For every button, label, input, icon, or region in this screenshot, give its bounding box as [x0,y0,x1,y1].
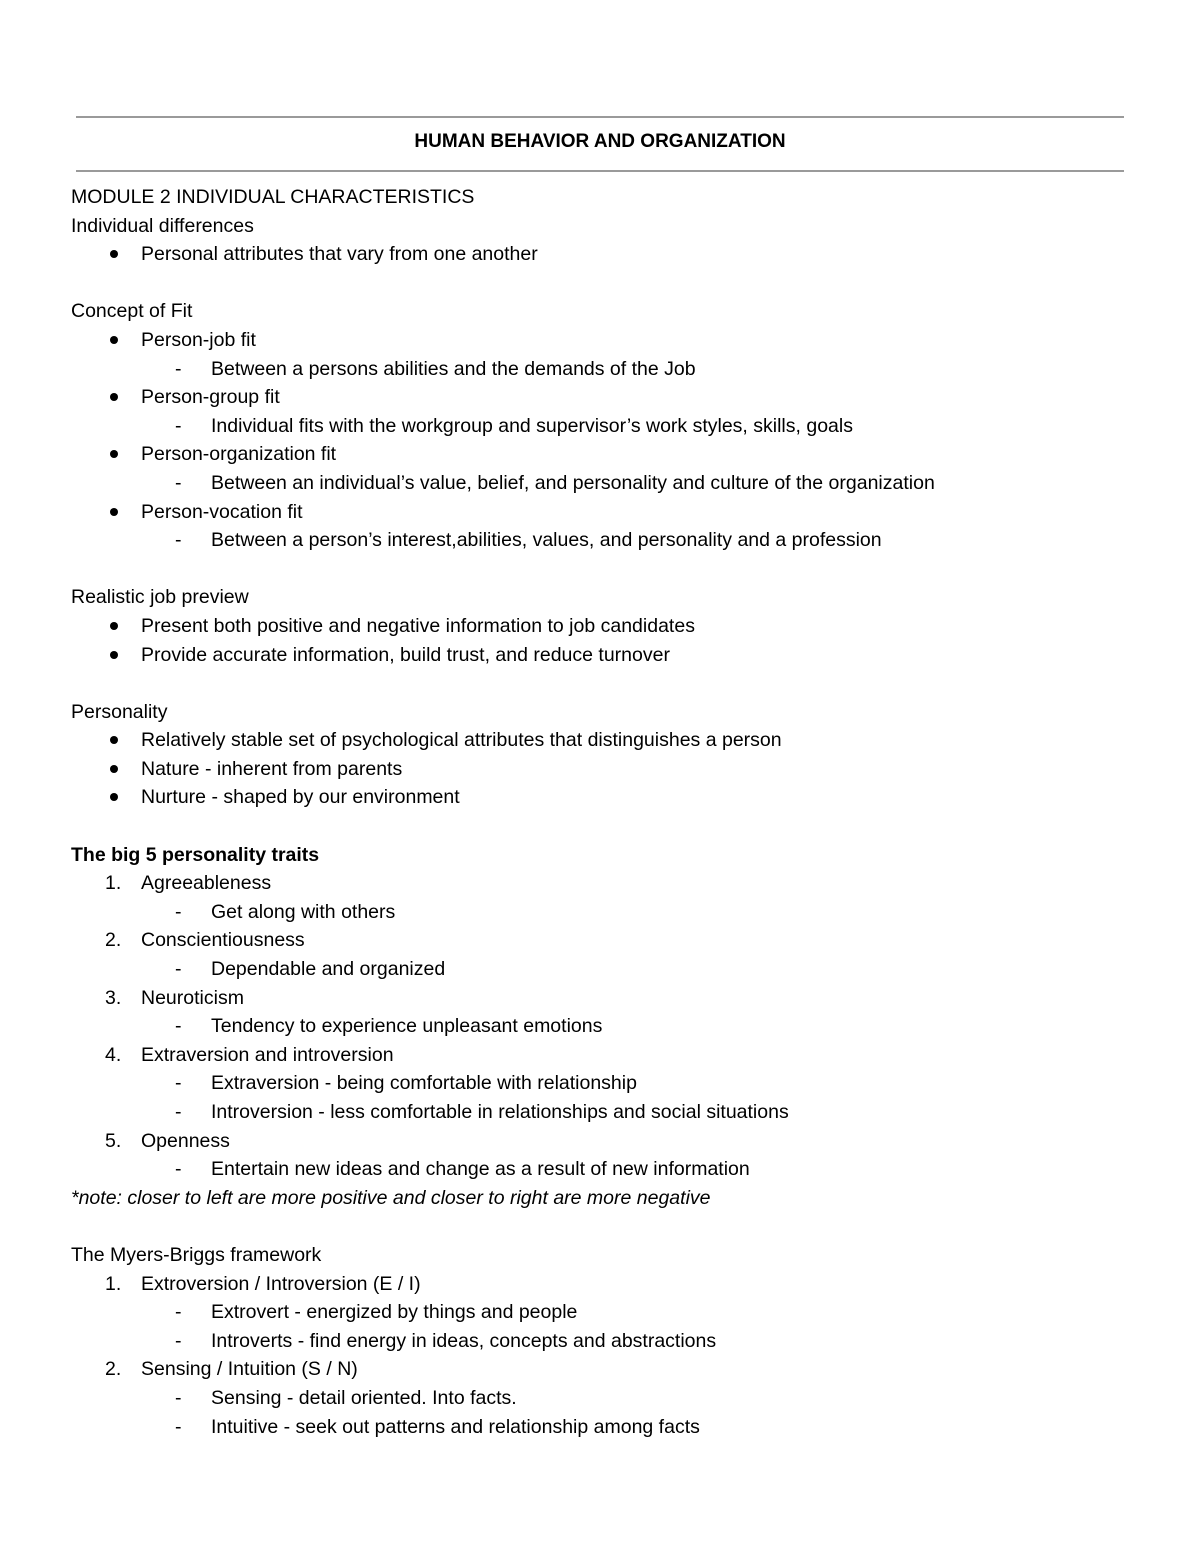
bottom-divider [76,170,1124,172]
bullet-item [71,726,1171,755]
bullet-item [71,440,1171,469]
numbered-item-text: Extraversion and introversion [141,1043,394,1066]
bullet-icon [110,651,118,659]
dash-marker: - [175,1101,182,1123]
sub-item-text: Get along with others [211,900,396,923]
bullet-icon [110,793,118,801]
dash-marker: - [175,1415,182,1438]
numbered-item [71,1127,1171,1156]
module-heading: MODULE 2 INDIVIDUAL CHARACTERISTICS [71,186,475,208]
bullet-item [71,498,1171,527]
dash-marker: - [175,1301,182,1324]
numbered-item [71,926,1171,955]
bullet-icon [110,250,118,258]
dash-marker: - [175,1386,182,1409]
bullet-item [71,783,1171,812]
number-marker: 1. [105,1272,122,1295]
bullet-text: Person-job fit [141,328,256,351]
sub-item-text: Between a persons abilities and the demands of the Job [211,357,696,380]
bullet-text: Personal attributes that vary from one another [141,243,538,266]
sub-item [71,1327,1171,1356]
dash-marker: - [175,529,182,552]
bullet-text: Person-group fit [141,386,280,409]
section-heading-big-five: The big 5 personality traits [71,843,320,866]
bullet-text: Relatively stable set of psychological attributes that distinguishes a person [141,729,782,752]
dash-marker: - [175,958,182,981]
bullet-item [71,755,1171,784]
sub-item-text: Introversion - less comfortable in relationships and social situations [211,1101,789,1123]
numbered-item [71,984,1171,1013]
sub-item-text: Between a person’s interest,abilities, values, and personality and a profession [211,529,882,552]
sub-item-text: Dependable and organized [211,958,446,981]
bullet-icon [110,508,118,516]
sub-item-text: Sensing - detail oriented. Into facts. [211,1386,517,1409]
number-marker: 2. [105,929,122,952]
section-heading-personality: Personality [71,700,168,723]
bullet-icon [110,736,118,744]
bullet-item [71,612,1171,641]
numbered-item [71,1041,1171,1070]
bullet-text: Person-organization fit [141,443,337,466]
sub-item [71,1098,1171,1127]
bullet-text: Nature - inherent from parents [141,757,403,780]
numbered-item-text: Extroversion / Introversion (E / I) [141,1272,421,1295]
numbered-item [71,869,1171,898]
sub-item [71,1413,1171,1442]
bullet-icon [110,450,118,458]
sub-item [71,412,1171,441]
numbered-item [71,1355,1171,1384]
number-marker: 5. [105,1129,122,1152]
dash-marker: - [175,1158,182,1181]
bullet-item [71,641,1171,670]
numbered-item-text: Conscientiousness [141,929,305,952]
sub-item [71,1012,1171,1041]
bullet-icon [110,393,118,401]
sub-item-text: Intuitive - seek out patterns and relationship among facts [211,1415,700,1438]
sub-item-text: Tendency to experience unpleasant emotions [211,1015,603,1038]
dash-marker: - [175,357,182,380]
bullet-icon [110,336,118,344]
bullet-icon [110,622,118,630]
sub-item-text: Extrovert - energized by things and people [211,1301,578,1324]
dash-marker: - [175,414,182,437]
document-body [71,183,1171,1441]
numbered-item-text: Agreeableness [141,872,272,895]
number-marker: 3. [105,986,122,1009]
sub-item [71,1069,1171,1098]
sub-item [71,955,1171,984]
sub-item-text: Introverts - find energy in ideas, concepts and abstractions [211,1329,717,1352]
numbered-item-text: Sensing / Intuition (S / N) [141,1358,358,1381]
note: *note: closer to left are more positive and closer to right are more negative [71,1186,711,1209]
bullet-item [71,326,1171,355]
bullet-item [71,383,1171,412]
top-divider [76,116,1124,118]
dash-marker: - [175,900,182,923]
sub-item-text: Between an individual’s value, belief, and personality and culture of the organization [211,471,935,494]
bullet-text: Provide accurate information, build trust, and reduce turnover [141,643,670,666]
sub-item-text: Individual fits with the workgroup and supervisor’s work styles, skills, goals [211,414,853,437]
numbered-item-text: Neuroticism [141,986,244,1009]
bullet-item [71,240,1171,269]
numbered-item-text: Openness [141,1129,230,1152]
sub-item [71,526,1171,555]
numbered-item [71,1270,1171,1299]
dash-marker: - [175,1072,182,1095]
sub-item [71,1155,1171,1184]
section-heading-myers-briggs: The Myers-Briggs framework [71,1243,322,1266]
sub-item-text: Extraversion - being comfortable with relationship [211,1072,637,1095]
document-title: HUMAN BEHAVIOR AND ORGANIZATION [414,131,786,152]
number-marker: 1. [105,872,122,895]
section-heading-individual-differences: Individual differences [71,214,254,237]
sub-item [71,1384,1171,1413]
bullet-text: Nurture - shaped by our environment [141,786,460,809]
sub-item [71,1298,1171,1327]
bullet-text: Person-vocation fit [141,500,303,523]
sub-item [71,355,1171,384]
sub-item-text: Entertain new ideas and change as a result of new information [211,1158,750,1181]
bullet-icon [110,765,118,773]
sub-item [71,469,1171,498]
dash-marker: - [175,1015,182,1038]
sub-item [71,898,1171,927]
dash-marker: - [175,471,182,494]
number-marker: 4. [105,1043,122,1066]
section-heading-concept-of-fit: Concept of Fit [71,300,193,323]
number-marker: 2. [105,1358,122,1381]
dash-marker: - [175,1329,182,1352]
bullet-text: Present both positive and negative information to job candidates [141,614,695,637]
section-heading-realistic-job-preview: Realistic job preview [71,586,249,609]
